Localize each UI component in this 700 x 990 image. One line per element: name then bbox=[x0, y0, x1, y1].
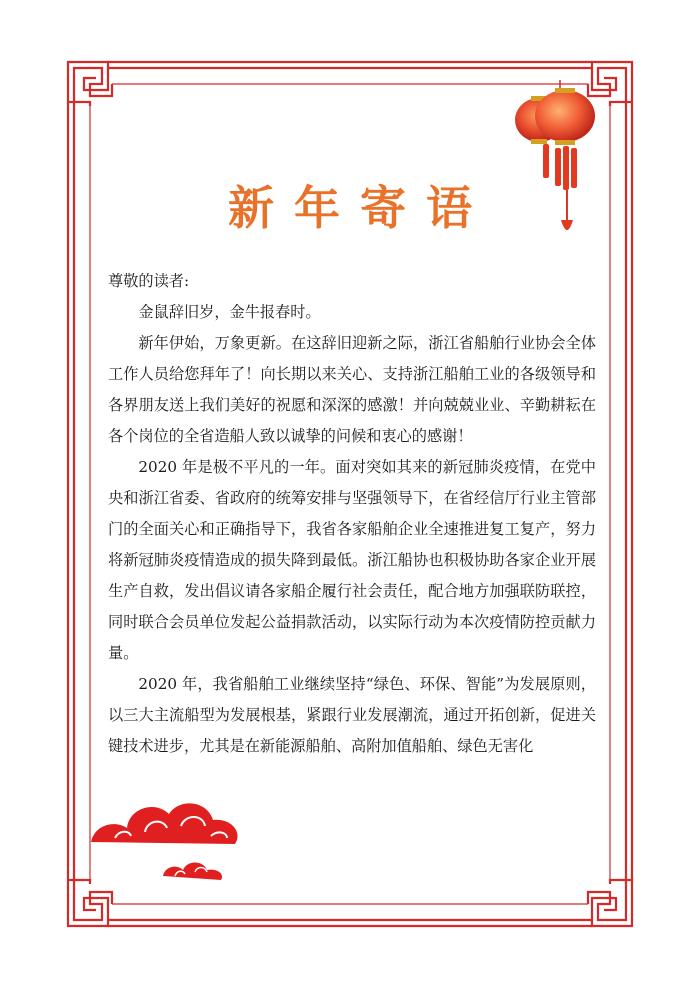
paragraph: 新年伊始，万象更新。在这辞旧迎新之际，浙江省船舶行业协会全体工作人员给您拜年了！向长期以来关心、支持浙江船舶工业的各级领导和各界朋友送上我们美好的祝愿和深深的感激！并向兢兢业业、辛勤耕耘在各个岗位的全省造船人致以诚挚的问候和衷心的感谢！ bbox=[108, 334, 596, 445]
salutation: 尊敬的读者: bbox=[108, 272, 190, 290]
auspicious-cloud-icon bbox=[85, 780, 245, 890]
paragraph: 2020 年，我省船舶工业继续坚持“绿色、环保、智能”为发展原则，以三大主流船型为发展根基，紧跟行业发展潮流，通过开拓创新，促进关键技术进步，尤其是在新能源船舶、高附加值船舶、绿色无害化 bbox=[108, 675, 596, 755]
paragraph: 金鼠辞旧岁，金牛报春时。 bbox=[138, 303, 321, 321]
paragraph: 2020 年是极不平凡的一年。面对突如其来的新冠肺炎疫情，在党中央和浙江省委、省政府的统筹安排与坚强领导下，在省经信厅行业主管部门的全面关心和正确指导下，我省各家船舶企业全速推进复工复产，努力将新冠肺炎疫情造成的损失降到最低。浙江船协也积极协助各家企业开展生产自救，发出倡议请各家船企履行社会责任，配合地方加强联防联控，同时联合会员单位发起公益捐款活动，以实际行动为本次疫情防控贡献力量。 bbox=[108, 458, 596, 662]
page-title: 新年寄语 bbox=[228, 181, 492, 235]
letter-body bbox=[108, 266, 596, 762]
